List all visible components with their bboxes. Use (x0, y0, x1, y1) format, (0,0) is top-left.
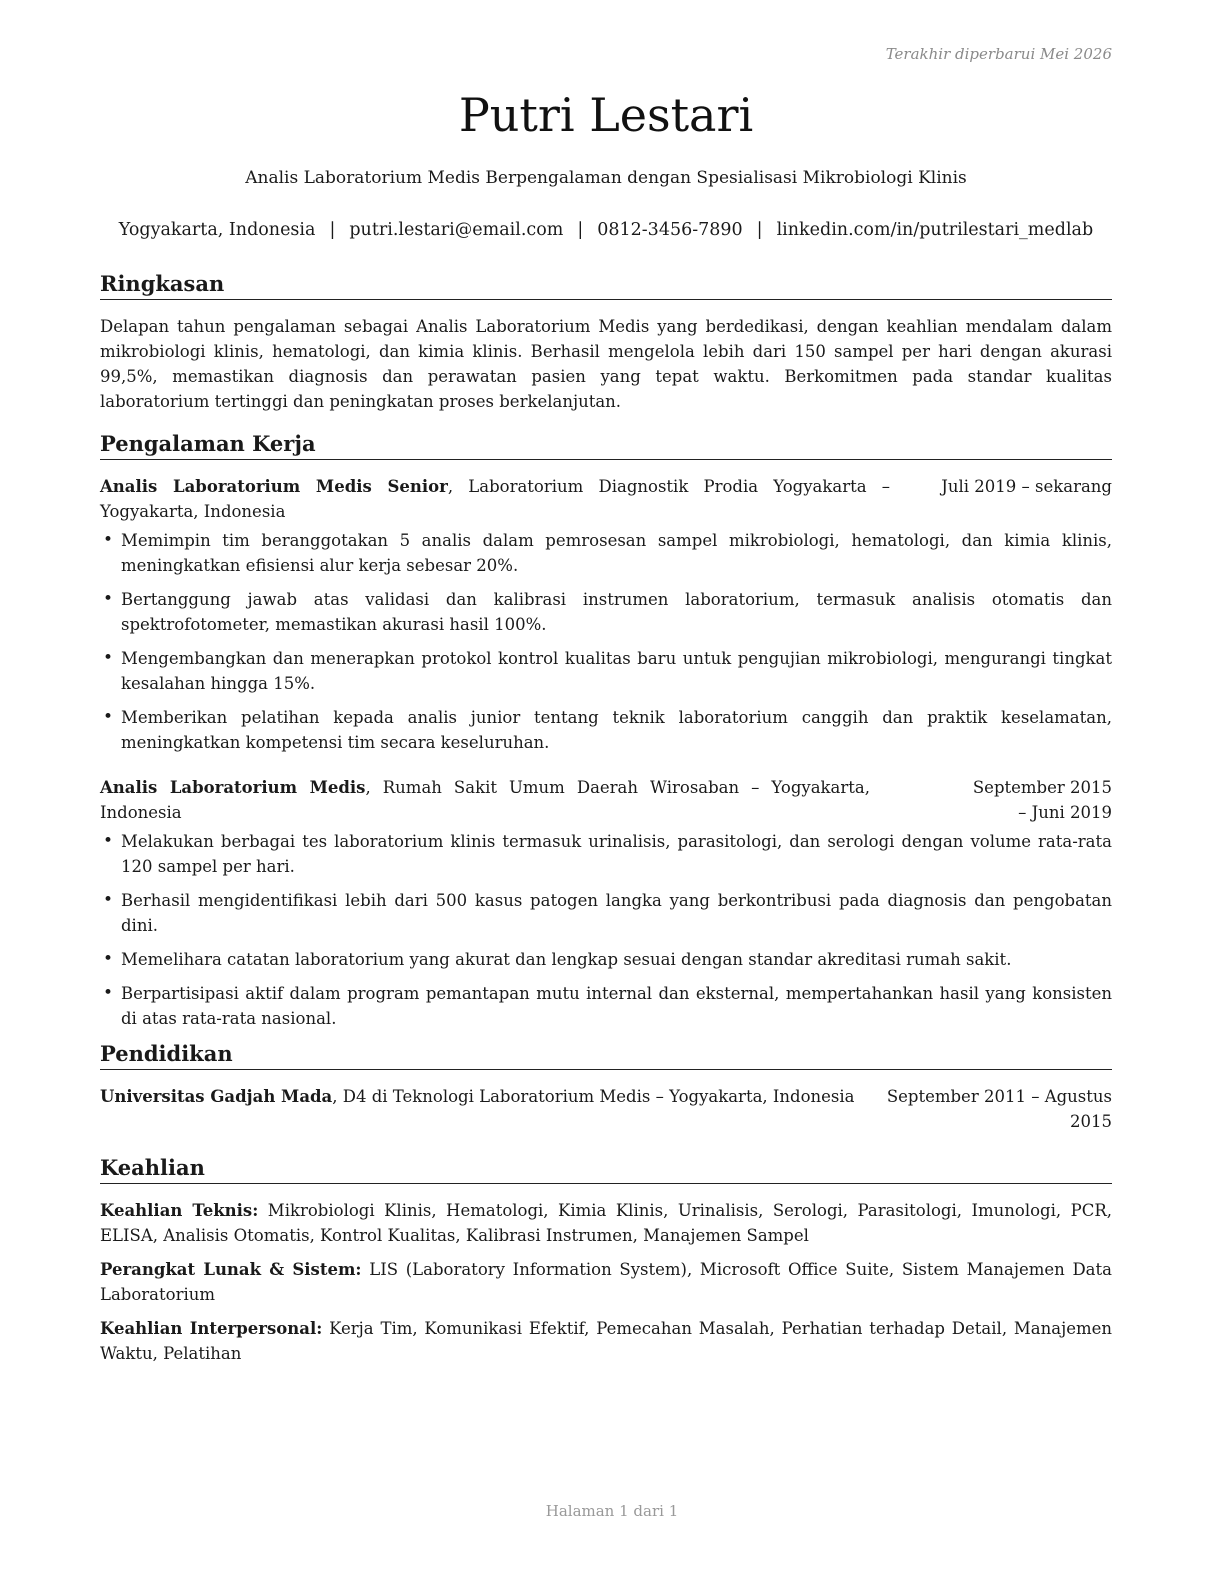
job-dates: Juli 2019 – sekarang (941, 477, 1112, 496)
job-dates: September 2015 – Juni 2019 (972, 778, 1112, 822)
experience-section (100, 430, 1112, 1031)
contact-line (100, 220, 1112, 240)
section-title-experience: Pengalaman Kerja (100, 430, 1112, 460)
section-title-education: Pendidikan (100, 1040, 1112, 1070)
education-section (100, 1040, 1112, 1134)
contact-separator: | (329, 220, 336, 240)
skill-value: Kerja Tim, Komunikasi Efektif, Pemecahan Masalah, Perhatian terhadap Detail, Manajemen Waktu, Pelatihan (100, 1319, 1112, 1363)
education-entry (100, 1084, 1112, 1134)
candidate-name: Putri Lestari (458, 88, 754, 142)
last-updated: Terakhir diperbarui Mei 2026 (885, 45, 1112, 63)
section-title-summary: Ringkasan (100, 270, 1112, 300)
job-entry (100, 474, 1112, 755)
list-item: • Memelihara catatan laboratorium yang akurat dan lengkap sesuai dengan standar akreditasi rumah sakit. (100, 947, 1112, 972)
resume-content (100, 270, 1112, 1375)
skills-section (100, 1154, 1112, 1366)
skill-row (100, 1316, 1112, 1366)
education-detail: , D4 di Teknologi Laboratorium Medis – Yogyakarta, Indonesia (332, 1087, 855, 1106)
skill-label: Keahlian Interpersonal: (100, 1319, 323, 1338)
list-item: • Melakukan berbagai tes laboratorium klinis termasuk urinalisis, parasitologi, dan serologi dengan volume rata-rata 120 sampel per hari. (100, 829, 1112, 879)
job-org: , Rumah Sakit Umum Daerah Wirosaban – Yogyakarta, Indonesia (100, 778, 870, 822)
education-line (100, 1084, 874, 1109)
job-org: , Laboratorium Diagnostik Prodia Yogyakarta – Yogyakarta, Indonesia (100, 477, 891, 521)
job-role: Analis Laboratorium Medis (100, 778, 366, 797)
contact-location: Yogyakarta, Indonesia (118, 220, 316, 240)
contact-separator: | (577, 220, 584, 240)
page-footer: Halaman 1 dari 1 (545, 1502, 679, 1520)
skill-row (100, 1198, 1112, 1248)
education-school: Universitas Gadjah Mada (100, 1087, 333, 1106)
job-bullets (100, 528, 1112, 755)
skill-row (100, 1257, 1112, 1307)
job-bullets (100, 829, 1112, 1031)
job-header (100, 775, 1112, 825)
job-header (100, 474, 1112, 524)
job-title-line (100, 474, 890, 524)
skill-label: Perangkat Lunak & Sistem: (100, 1260, 362, 1279)
contact-separator: | (756, 220, 763, 240)
summary-section (100, 270, 1112, 414)
list-item: • Memberikan pelatihan kepada analis junior tentang teknik laboratorium canggih dan praktik keselamatan, meningkatkan kompetensi tim secara keseluruhan. (100, 705, 1112, 755)
section-title-skills: Keahlian (100, 1154, 1112, 1184)
contact-linkedin[interactable]: linkedin.com/in/putrilestari_medlab (776, 220, 1094, 240)
skill-value: LIS (Laboratory Information System), Microsoft Office Suite, Sistem Manajemen Data Laboratorium (100, 1260, 1112, 1304)
contact-phone: 0812-3456-7890 (597, 220, 743, 240)
job-title-line (100, 775, 870, 825)
job-role: Analis Laboratorium Medis Senior (100, 477, 448, 496)
education-dates: September 2011 – Agustus 2015 (886, 1087, 1112, 1131)
list-item: • Bertanggung jawab atas validasi dan kalibrasi instrumen laboratorium, termasuk analisis otomatis dan spektrofotometer, memastikan akurasi hasil 100%. (100, 587, 1112, 637)
list-item: • Berpartisipasi aktif dalam program pemantapan mutu internal dan eksternal, mempertahankan hasil yang konsisten di atas rata-rata nasional. (100, 981, 1112, 1031)
tagline: Analis Laboratorium Medis Berpengalaman dengan Spesialisasi Mikrobiologi Klinis (245, 168, 967, 188)
skill-label: Keahlian Teknis: (100, 1201, 259, 1220)
skill-value: Mikrobiologi Klinis, Hematologi, Kimia Klinis, Urinalisis, Serologi, Parasitologi, Imunologi, PCR, ELISA, Analisis Otomatis, Kontrol Kualitas, Kalibrasi Instrumen, Manajemen Sampel (100, 1201, 1113, 1245)
list-item: • Mengembangkan dan menerapkan protokol kontrol kualitas baru untuk pengujian mikrobiologi, mengurangi tingkat kesalahan hingga 15%. (100, 646, 1112, 696)
list-item: • Berhasil mengidentifikasi lebih dari 500 kasus patogen langka yang berkontribusi pada diagnosis dan pengobatan dini. (100, 888, 1112, 938)
job-entry (100, 775, 1112, 1031)
contact-email[interactable]: putri.lestari@email.com (349, 220, 564, 240)
list-item: • Memimpin tim beranggotakan 5 analis dalam pemrosesan sampel mikrobiologi, hematologi, dan kimia klinis, meningkatkan efisiensi alur kerja sebesar 20%. (100, 528, 1112, 578)
summary-text: Delapan tahun pengalaman sebagai Analis Laboratorium Medis yang berdedikasi, dengan keahlian mendalam dalam mikrobiologi klinis, hematologi, dan kimia klinis. Berhasil mengelola lebih dari 150 sampel per hari dengan akurasi 99,5%, memastikan diagnosis dan perawatan pasien yang tepat waktu. Berkomitmen pada standar kualitas laboratorium tertinggi dan peningkatan proses berkelanjutan. (100, 317, 1112, 411)
